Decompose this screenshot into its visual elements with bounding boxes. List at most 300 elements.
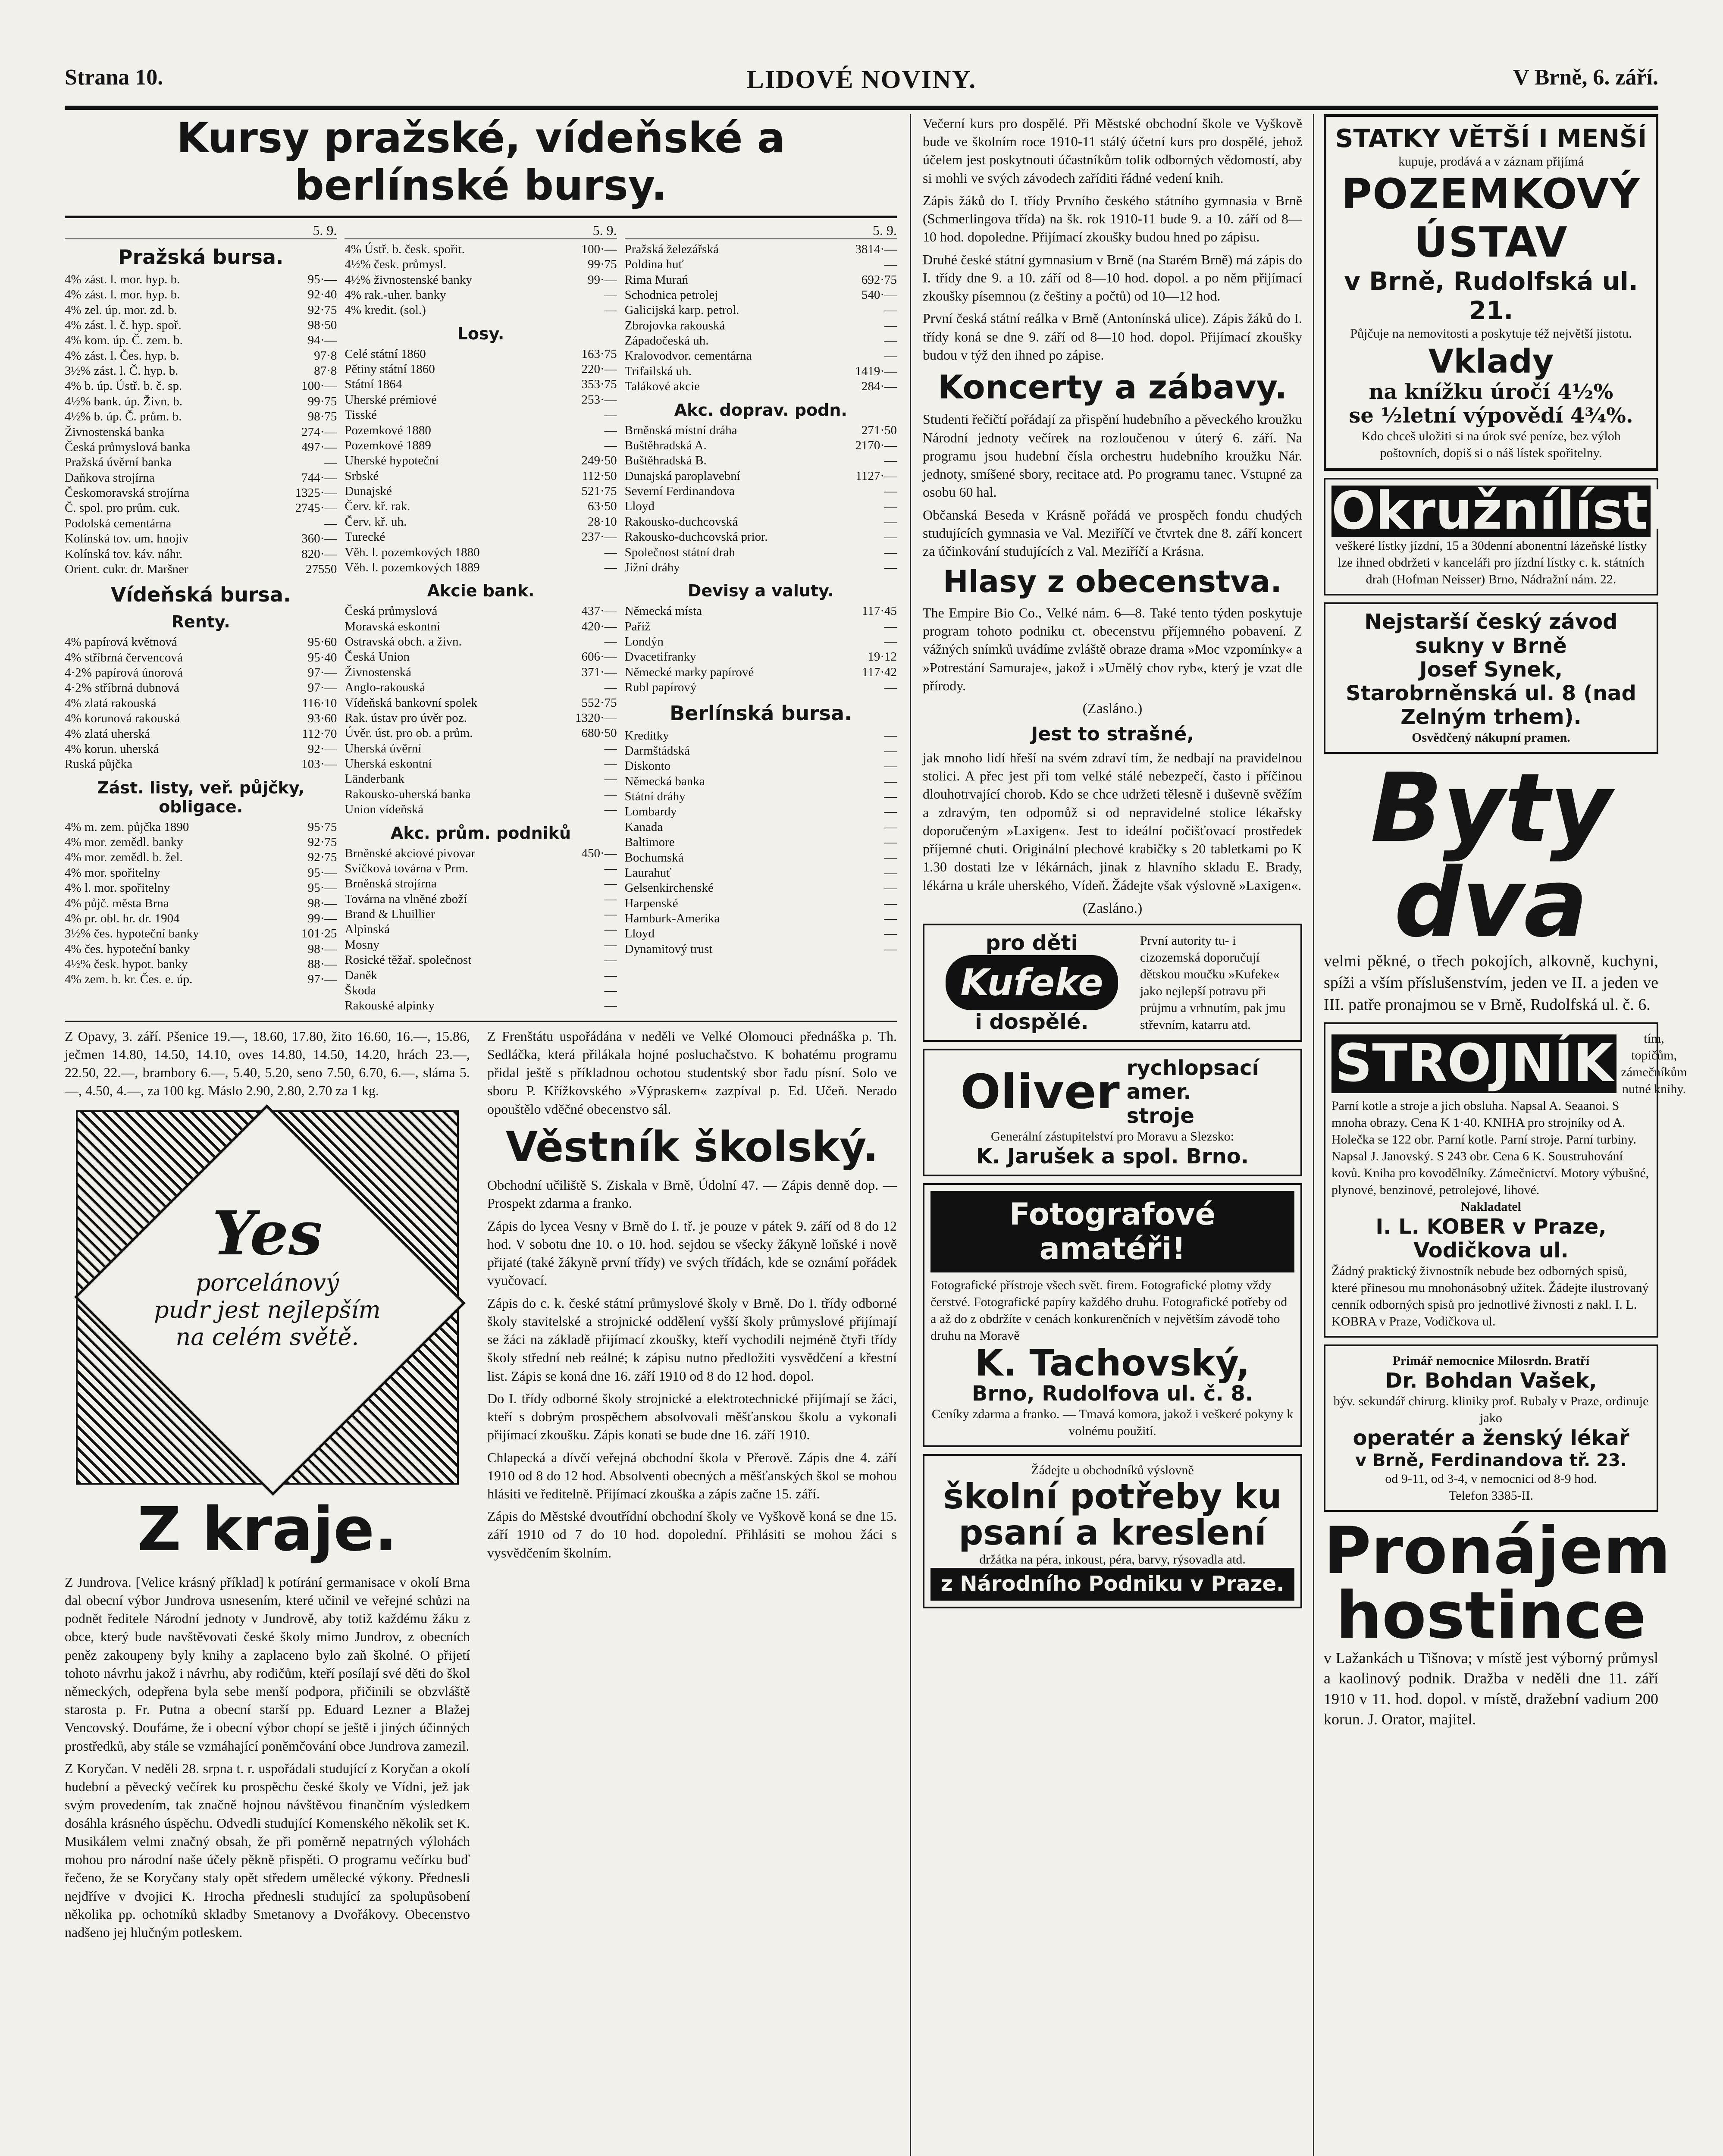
row-value: — <box>604 545 617 559</box>
vasek-text: býv. sekundář chirurg. kliniky prof. Rubaly v Praze, ordinuje jako <box>1333 1394 1649 1426</box>
table-row <box>65 635 337 650</box>
row-label: Živnostenská <box>345 665 411 679</box>
table-row <box>625 881 897 896</box>
table-row <box>625 728 897 743</box>
table-row <box>625 318 897 333</box>
row-value: 2170·— <box>855 438 897 452</box>
row-value: 28·10 <box>587 514 617 529</box>
row-label: Buštěhradská B. <box>624 454 707 468</box>
row-label: Německá místa <box>624 604 702 618</box>
row-label: Trifailská uh. <box>624 364 692 378</box>
table-row <box>65 425 337 440</box>
table-row <box>65 486 337 501</box>
row-label: Vídeňská bankovní spolek <box>345 696 477 710</box>
table-row <box>65 470 337 486</box>
row-label: Německé marky papírové <box>624 665 754 679</box>
row-value: 101·25 <box>301 927 337 941</box>
foto-firm: K. Tachovský, <box>975 1341 1250 1384</box>
row-label: Pražská úvěrní banka <box>65 455 172 470</box>
row-value: 680·50 <box>581 726 617 740</box>
zast-heading: Zást. listy, veř. půjčky, obligace. <box>97 778 305 816</box>
row-value: 117·42 <box>862 665 897 679</box>
row-label: Rubl papírový <box>624 680 697 695</box>
row-value: 112·50 <box>582 469 617 483</box>
table-row <box>625 619 897 634</box>
table-row <box>65 333 337 348</box>
row-label: Svíčková továrna v Prm. <box>345 861 469 875</box>
strojnik-text: Parní kotle a stroje a jich obsluha. Napsal A. Seaanoi. S mnoha obrazy. Cena K 1·40. KNIHA pro strojníky od A. Holečka se 122 obr. Parní kotle. Parní stroje. Parní turbiny. Napsal J. Janovský. S 243 obr. Cena 6 K. Soustruhování kovů. Kniha pro kovodělníky. Zámečnictví. Motory výbušné, plynové, benzinové, petrolejové, lihové. <box>1331 1098 1649 1197</box>
row-value: — <box>884 635 897 649</box>
oliver-brand: Oliver <box>960 1064 1120 1120</box>
row-label: Rakousko-uherská banka <box>345 787 471 801</box>
table-row <box>625 273 897 288</box>
row-value: — <box>884 484 897 498</box>
table-row <box>345 545 617 560</box>
row-value: 99·75 <box>307 394 337 408</box>
row-label: 4% zást. l. Čes. hyp. b. <box>65 348 179 363</box>
row-value: — <box>604 772 617 786</box>
yes-line-2: pudr jest nejlepším <box>154 1296 381 1323</box>
sukno-ad <box>1324 602 1658 754</box>
row-label: Rosické těžař. společnost <box>345 953 472 967</box>
statky-sub: kupuje, prodává a v záznam přijímá <box>1398 154 1584 169</box>
row-value: — <box>884 560 897 574</box>
row-value: — <box>604 861 617 875</box>
koncerty-p2: Občanská Beseda v Krásně pořádá ve prospěch fondu chudých studujících gymnasia ve Val. Meziříčí ve čtvrtek dne 8. září koncert za účinkování studujících z Val. Meziříčí a Krásna. <box>923 507 1302 559</box>
vasek-name: Dr. Bohdan Vašek, <box>1385 1369 1597 1393</box>
doprav-heading: Akc. doprav. podn. <box>674 400 847 420</box>
table-row <box>625 926 897 941</box>
table-row <box>345 303 617 318</box>
row-label: Kanada <box>624 820 663 834</box>
table-row <box>625 423 897 438</box>
table-row <box>345 604 617 619</box>
row-value: 552·75 <box>581 696 617 710</box>
masthead-rule <box>65 106 1658 110</box>
exchange-col-1 <box>65 222 337 1014</box>
table-row <box>65 881 337 896</box>
exchange-tables <box>65 222 897 1014</box>
row-label: Kolínská tov. um. hnojiv <box>65 532 189 546</box>
vasek-head: Primář nemocnice Milosrdn. Bratří <box>1392 1354 1590 1368</box>
table-row <box>625 604 897 619</box>
vestnik-p5: Chlapecká a dívčí veřejná obchodní škola v Přerově. Zápis dne 4. září 1910 od 8 do 12 hod. Absolventi obecných a měšťanských škol se mohou hlásiti ve ředitelně. Přijímací zkouška a zápis začne 15. září. <box>487 1449 897 1501</box>
table-row <box>345 968 617 983</box>
row-label: Německá banka <box>624 774 705 788</box>
yes-line-1: porcelánový <box>195 1269 339 1296</box>
lower-mid-col <box>487 1027 897 1946</box>
row-label: 4% zem. b. kr. Čes. e. úp. <box>65 972 193 987</box>
row-label: Rakouské alpinky <box>345 999 435 1013</box>
row-value: — <box>884 774 897 788</box>
column-left <box>65 114 897 2156</box>
row-value: — <box>884 896 897 910</box>
row-value: — <box>884 927 897 941</box>
row-value: — <box>884 743 897 758</box>
table-row <box>625 333 897 348</box>
strojnik-head-row <box>1331 1030 1687 1097</box>
row-value: — <box>604 968 617 982</box>
strojnik-title: STROJNÍK <box>1331 1034 1616 1093</box>
table-row <box>345 560 617 575</box>
row-label: Česká průmyslová <box>345 604 438 618</box>
table-row <box>65 531 337 546</box>
yes-line-3: na celém světě. <box>175 1323 359 1351</box>
exchange-col-2 <box>345 222 617 1014</box>
strojnik-ad <box>1324 1022 1687 1338</box>
kober-firm: I. L. KOBER v Praze, Vodičkova ul. <box>1375 1214 1607 1263</box>
table-row <box>625 514 897 530</box>
kober-head: Nakladatel <box>1460 1199 1521 1214</box>
row-value: — <box>884 805 897 819</box>
pronajem-title-1: Pronájem <box>1324 1513 1671 1589</box>
row-value: — <box>604 288 617 302</box>
table-row <box>65 665 337 680</box>
row-label: Celé státní 1860 <box>345 347 426 361</box>
table-row <box>345 771 617 787</box>
row-value: 98·50 <box>307 318 337 332</box>
table-row <box>625 453 897 468</box>
row-value: 692·75 <box>861 273 897 287</box>
table-row <box>345 665 617 680</box>
table-row <box>625 560 897 575</box>
table-row <box>625 257 897 272</box>
row-value: 63·50 <box>587 499 617 514</box>
row-label: Uherská eskontní <box>345 757 432 771</box>
row-label: 4½% bank. úp. Živn. b. <box>65 394 183 408</box>
oliver-tagline: rychlopsací amer. stroje <box>1126 1056 1259 1128</box>
table-row <box>345 257 617 272</box>
table-row <box>625 804 897 819</box>
statky-institute: POZEMKOVÝ ÚSTAV <box>1341 170 1641 266</box>
table-row <box>345 787 617 802</box>
row-label: 4·2% papírová únorová <box>65 666 183 680</box>
row-label: 4½% česk. hypot. banky <box>65 957 188 971</box>
table-row <box>345 892 617 907</box>
row-value: 87·8 <box>314 364 337 378</box>
row-value: — <box>884 619 897 633</box>
statky-ad <box>1324 114 1658 471</box>
table-row <box>625 758 897 774</box>
col-date: 5. 9. <box>625 222 897 239</box>
column-right <box>1324 114 1716 2156</box>
row-label: Pozemkové 1889 <box>345 438 431 452</box>
table-row <box>65 516 337 531</box>
koncerty-p1: Studenti řečičtí pořádají za přispění hudebního a pěveckého kroužku Národní jednoty večírek na rozloučenou v úterý 6. září. Na programu jsou hudební čísla orchestru hudebního kroužku Nár. jednoty, smíšené sbory, recitace atd. Po programu tanec. Vstupné za osobu 60 hal. <box>923 411 1302 500</box>
table-row <box>345 453 617 468</box>
vklady-rate: na knížku úročí 4½% <box>1369 380 1613 404</box>
table-row <box>345 861 617 876</box>
row-value: — <box>604 802 617 817</box>
row-value: 606·— <box>581 650 617 664</box>
row-value: 100·— <box>581 242 617 256</box>
row-value: 95·— <box>307 272 337 286</box>
row-label: Laurahuť <box>624 865 672 880</box>
table-row <box>345 634 617 649</box>
vklady-sub: se ½letní výpovědí 4¾%. <box>1349 404 1633 428</box>
page-number: Strana 10. <box>65 65 163 90</box>
table-row <box>345 242 617 257</box>
table-row <box>625 665 897 680</box>
table-row <box>345 438 617 453</box>
row-label: Brněnské akciové pivovar <box>345 846 476 860</box>
row-label: 4% pr. obl. hr. dr. 1904 <box>65 911 180 925</box>
row-value: — <box>604 757 617 771</box>
row-label: Dvacetifranky <box>624 650 696 664</box>
row-label: Kralovodvor. cementárna <box>624 349 752 363</box>
kraje-p1: Z Jundrova. [Velice krásný příklad] k potírání germanisace v okolí Brna dal obecní výbor Jundrova usnesením, které učinil ve veřejné schůzi na podnět ředitele Národní jednoty v Jundrově, aby totiž každému žáku z obce, který bude navštěvovati české školy mimo Jundrov, z obecních peněz zakoupeny byly knihy a zaplaceno bylo zaň školné. O přijetí tohoto návrhu jakož i návrhu, aby rodičům, kteří posílají své děti do škol německých, odepřena byla sebe menší podpora, přičinili se obzvláště starosta p. Fr. Putna a obecní starší pp. Eduard Lezner a Blažej Vencovský. Doufáme, že i obecní výbor chopí se ještě i jiných účinných prostředků, aby stále se vzmáhající poněmčování obce Jundrova zamezil. <box>65 1574 470 1754</box>
row-value: 95·60 <box>307 635 337 649</box>
row-label: 4% zel. úp. mor. zd. b. <box>65 303 177 317</box>
row-label: Bochumská <box>624 850 684 865</box>
row-label: Pětiny státní 1860 <box>345 362 435 376</box>
table-row <box>65 820 337 835</box>
viden-heading: Vídeňská bursa. <box>110 583 291 607</box>
row-label: Turecké <box>345 530 385 544</box>
row-label: Živnostenská banka <box>65 425 165 439</box>
akcie-heading: Akcie bank. <box>427 581 535 601</box>
row-label: Česká průmyslová banka <box>65 440 191 454</box>
row-value: 3814·— <box>855 242 897 256</box>
praha-table <box>65 272 337 577</box>
row-value: 1419·— <box>855 364 897 378</box>
table-row <box>625 303 897 318</box>
row-value: 98·— <box>307 896 337 910</box>
table-row <box>65 394 337 409</box>
table-row <box>65 926 337 941</box>
row-label: Mosny <box>345 937 379 952</box>
col-date: 5. 9. <box>345 222 617 239</box>
row-value: 99·— <box>587 273 617 287</box>
table-row <box>625 379 897 394</box>
table-row <box>65 303 337 318</box>
row-value: — <box>884 303 897 317</box>
table-row <box>625 850 897 865</box>
zaslano-label: (Zasláno.) <box>1082 700 1143 717</box>
row-value: 163·75 <box>581 347 617 361</box>
vklady-word: Vklady <box>1428 342 1554 380</box>
pronajem-text: v Lažankách u Tišnova; v místě jest výborný průmysl a kaolinový podnik. Dražba v neděli dne 11. září 1910 v 11. hod. dopol. v místě, dražební vadium 200 korun. J. Orator, majitel. <box>1324 1649 1658 1728</box>
row-label: 4% korun. uherská <box>65 742 159 756</box>
skolni-firm: z Národního Podniku v Praze. <box>930 1568 1294 1600</box>
row-value: 420·— <box>581 619 617 633</box>
valuty-heading: Devisy a valuty. <box>687 581 834 601</box>
row-label: Harpenské <box>624 896 678 910</box>
vestnik-p6: Zápis do Městské dvoutřídní obchodní školy ve Vyškově koná se dne 15. září 1910 od 7 do 10 hod. dopolední. Přihlásiti se mohou žáci s vysvědčením školním. <box>487 1508 897 1561</box>
table-row <box>345 469 617 484</box>
row-label: Ruská půjčka <box>65 757 133 771</box>
row-value: 97·— <box>307 972 337 987</box>
table-row <box>625 438 897 453</box>
row-label: Uherská úvěrní <box>345 741 422 755</box>
table-row <box>625 242 897 257</box>
row-label: Věh. l. pozemkových 1889 <box>345 560 480 574</box>
row-label: Londýn <box>624 635 664 649</box>
bursy-heading: Kursy pražské, vídeňské a berlínské bursy. <box>65 114 897 218</box>
yes-powder-ad <box>76 1110 459 1485</box>
table-row <box>345 423 617 438</box>
table-row <box>625 865 897 881</box>
table-row <box>625 911 897 926</box>
row-label: Anglo-rakouská <box>345 680 426 695</box>
row-value: — <box>884 530 897 544</box>
row-value: — <box>884 257 897 272</box>
row-label: Rak. ústav pro úvěr poz. <box>345 711 467 725</box>
row-label: 4% l. mor. spořitelny <box>65 881 170 895</box>
table-row <box>625 364 897 379</box>
oliver-ad <box>923 1049 1302 1176</box>
vasek-addr: v Brně, Ferdinandova tř. 23. <box>1355 1450 1627 1470</box>
table-row <box>345 530 617 545</box>
kurs-p4: První česká státní reálka v Brně (Antonínská ulice). Zápis žáků do I. třídy koná se dne 9. září od 8—10 hod. dopol. Přijímací zkoušky budou v týž den ihned po zápise. <box>923 310 1302 363</box>
table-row <box>65 455 337 470</box>
row-label: Darmštádská <box>624 743 690 758</box>
row-label: Dynamitový trust <box>624 942 713 956</box>
row-label: 3½% čes. hypoteční banky <box>65 927 199 941</box>
misc-table <box>345 242 617 318</box>
oliver-brand-row <box>930 1056 1294 1128</box>
table-row <box>345 802 617 817</box>
row-label: Jižní dráhy <box>624 560 680 574</box>
row-label: 4% zást. l. mor. hyp. b. <box>65 272 180 286</box>
table-row <box>345 953 617 968</box>
table-row <box>65 650 337 665</box>
row-label: Společnost státní drah <box>624 545 735 559</box>
table-row <box>345 362 617 377</box>
row-value: 88·— <box>307 957 337 971</box>
table-row <box>625 942 897 957</box>
pronajem-ad <box>1324 1513 1671 1730</box>
table-row <box>625 820 897 835</box>
row-value: 117·45 <box>862 604 897 618</box>
row-label: Buštěhradská A. <box>624 438 707 452</box>
skolni-head: Žádejte u obchodníků výslovně <box>1031 1463 1194 1478</box>
valuty-table <box>625 604 897 695</box>
row-value: 437·— <box>581 604 617 618</box>
vestnik-p3: Zápis do c. k. české státní průmyslové školy v Brně. Do I. třídy odborné školy stavitelské a strojnické oddělení vyšší školy průmyslové přijímají se žáci na základě přijímací zkoušky, kteří vychodili nejméně čtyři třídy školy střední neb reálné; k zápisu nutno předložiti vysvědčení a křestní list. Zápis se koná dne 16. září 1910 od 8 do 12 hod. dopol. <box>487 1295 897 1384</box>
row-label: Brand & Lhuillier <box>345 907 435 921</box>
berlin-table <box>625 728 897 957</box>
row-label: Podolská cementárna <box>65 516 172 530</box>
row-label: Schodnica petrolej <box>624 288 718 302</box>
row-label: 4% papírová květnová <box>65 635 177 649</box>
row-label: Ostravská obch. a živn. <box>345 635 462 649</box>
row-value: — <box>884 728 897 743</box>
sukno-firm: Josef Synek, Starobrněnská ul. 8 (nad Zelným trhem). <box>1346 657 1636 730</box>
row-label: Poldina huť <box>624 257 684 272</box>
losy-heading: Losy. <box>457 324 504 343</box>
table-row <box>625 789 897 804</box>
row-value: 100·— <box>301 379 337 393</box>
row-value: — <box>884 759 897 773</box>
table-row <box>65 727 337 742</box>
table-row <box>345 998 617 1013</box>
strojnik-side: tím, topičům, zámečníkům nutné knihy. <box>1621 1031 1687 1096</box>
row-value: — <box>884 790 897 804</box>
row-label: 4% mor. zemědl. banky <box>65 835 183 849</box>
vestnik-heading: Věstník školský. <box>505 1122 879 1171</box>
row-value: 92·— <box>307 742 337 756</box>
row-label: Orient. cukr. dr. Maršner <box>65 562 188 576</box>
row-label: Talákové akcie <box>624 379 700 394</box>
table-row <box>345 907 617 922</box>
row-value: 274·— <box>301 425 337 439</box>
opava-report: Z Opavy, 3. září. Pšenice 19.—, 18.60, 17.80, žito 16.60, 16.—, 15.86, ječmen 14.80, 14.50, 14.10, oves 14.80, 14.50, 14.20, hrách 23.—, 22.50, 22.—, brambory 6.—, 5.40, 5.20, seno 7.50, 6.70, 6.—, sláma 5.—, 4.50, 4.—, za 100 kg. Máslo 2.90, 2.80, 2.70 za 1 kg. <box>65 1028 470 1099</box>
row-label: Galicijská karp. petrol. <box>624 303 739 317</box>
row-label: Státní dráhy <box>624 790 686 804</box>
foto-ad <box>923 1183 1302 1447</box>
foto-text: Fotografické přístroje všech svět. firem. Fotografické plotny vždy čerstvé. Fotografické papíry každého druhu. Fotografické potřeby od a až do z obdržíte v cenách konkurenčních v největším závodě toho druhu na Moravě <box>930 1278 1288 1343</box>
row-value: — <box>884 318 897 332</box>
row-label: Paříž <box>624 619 651 633</box>
row-value: 116·10 <box>302 696 337 710</box>
table-row <box>65 957 337 972</box>
kraje-p2: Z Koryčan. V neděli 28. srpna t. r. uspořádali studující z Koryčan a okolí hudební a pěvecký večírek ku prospěchu české školy ve Vídni, jež jak svým provedením, tak značně hojnou návštěvou finančním výsledkem dosáhla krásného úspěchu. Odvedli studující Komenského několik set K. Musikálem velmi značný obsah, že při poměrně nepatrných výlohách mohou pro národní naše účely pěkně přispěti. O programu večírku buď řečeno, že se Koryčany staly opět středem umělecké výkony. Přednesli nejdříve v dvojici K. Hrocha přednesli studující za spolupůsobení několika pp. ochotníků skladby Smetanovy a Dvořákovy. Obecenstvo nadšeno jej hlučným potleskem. <box>65 1760 470 1940</box>
renty-table <box>65 635 337 772</box>
doprav-table <box>625 423 897 576</box>
row-label: Gelsenkirchenské <box>624 881 714 895</box>
row-label: Hamburk-Amerika <box>624 912 720 926</box>
row-value: 94·— <box>307 333 337 348</box>
row-label: 4% zást. l. mor. hyp. b. <box>65 288 180 302</box>
row-value: — <box>884 454 897 468</box>
table-row <box>625 835 897 850</box>
row-label: 4% zást. l. č. hyp. spoř. <box>65 318 182 332</box>
row-label: Tisské <box>345 408 377 422</box>
table-row <box>345 649 617 664</box>
table-row <box>65 501 337 516</box>
row-label: Úvěr. úst. pro ob. a prům. <box>345 726 473 740</box>
row-label: 4% stříbrná červencová <box>65 650 183 664</box>
newspaper-title: LIDOVÉ NOVINY. <box>746 65 977 94</box>
kufeke-for: pro děti <box>985 931 1078 955</box>
table-row <box>65 547 337 562</box>
vasek-tel: Telefon 3385-II. <box>1448 1488 1534 1503</box>
okruz-ad <box>1324 478 1716 595</box>
issue-date: V Brně, 6. září. <box>1513 65 1658 90</box>
row-value: — <box>604 438 617 452</box>
row-label: 4% zlatá uherská <box>65 727 150 741</box>
row-value: 99·75 <box>587 257 617 272</box>
vestnik-p4: Do I. třídy odborné školy strojnické a elektrotechnické přijímají se žáci, kteří s dobrým prospěchem absolvovali měšťanskou školu a vykonali přijímací zkoušku. Zápis konati se bude dne 16. září 1910. <box>487 1390 897 1443</box>
skolni-title: školní potřeby ku psaní a kreslení <box>943 1476 1282 1553</box>
table-row <box>345 514 617 530</box>
table-row <box>65 680 337 696</box>
byty-ad <box>1324 753 1658 1015</box>
row-value: — <box>604 937 617 952</box>
row-label: Dunajská paroplavební <box>624 469 740 483</box>
row-value: 93·60 <box>307 711 337 726</box>
industry-table <box>625 242 897 395</box>
table-row <box>625 774 897 789</box>
row-label: Škoda <box>345 983 376 997</box>
lower-left-col <box>65 1027 470 1946</box>
table-row <box>65 972 337 987</box>
table-row <box>345 619 617 634</box>
row-label: Rima Murań <box>624 273 689 287</box>
row-value: — <box>604 907 617 921</box>
table-row <box>65 850 337 865</box>
lower-left-area <box>65 1021 897 1946</box>
zast-table <box>65 820 337 987</box>
table-row <box>345 937 617 953</box>
row-label: Severní Ferdinandova <box>624 484 735 498</box>
row-value: 112·70 <box>302 727 337 741</box>
row-value: 99·— <box>307 911 337 925</box>
row-value: — <box>324 516 337 530</box>
row-value: — <box>884 349 897 363</box>
losy-table <box>345 347 617 576</box>
